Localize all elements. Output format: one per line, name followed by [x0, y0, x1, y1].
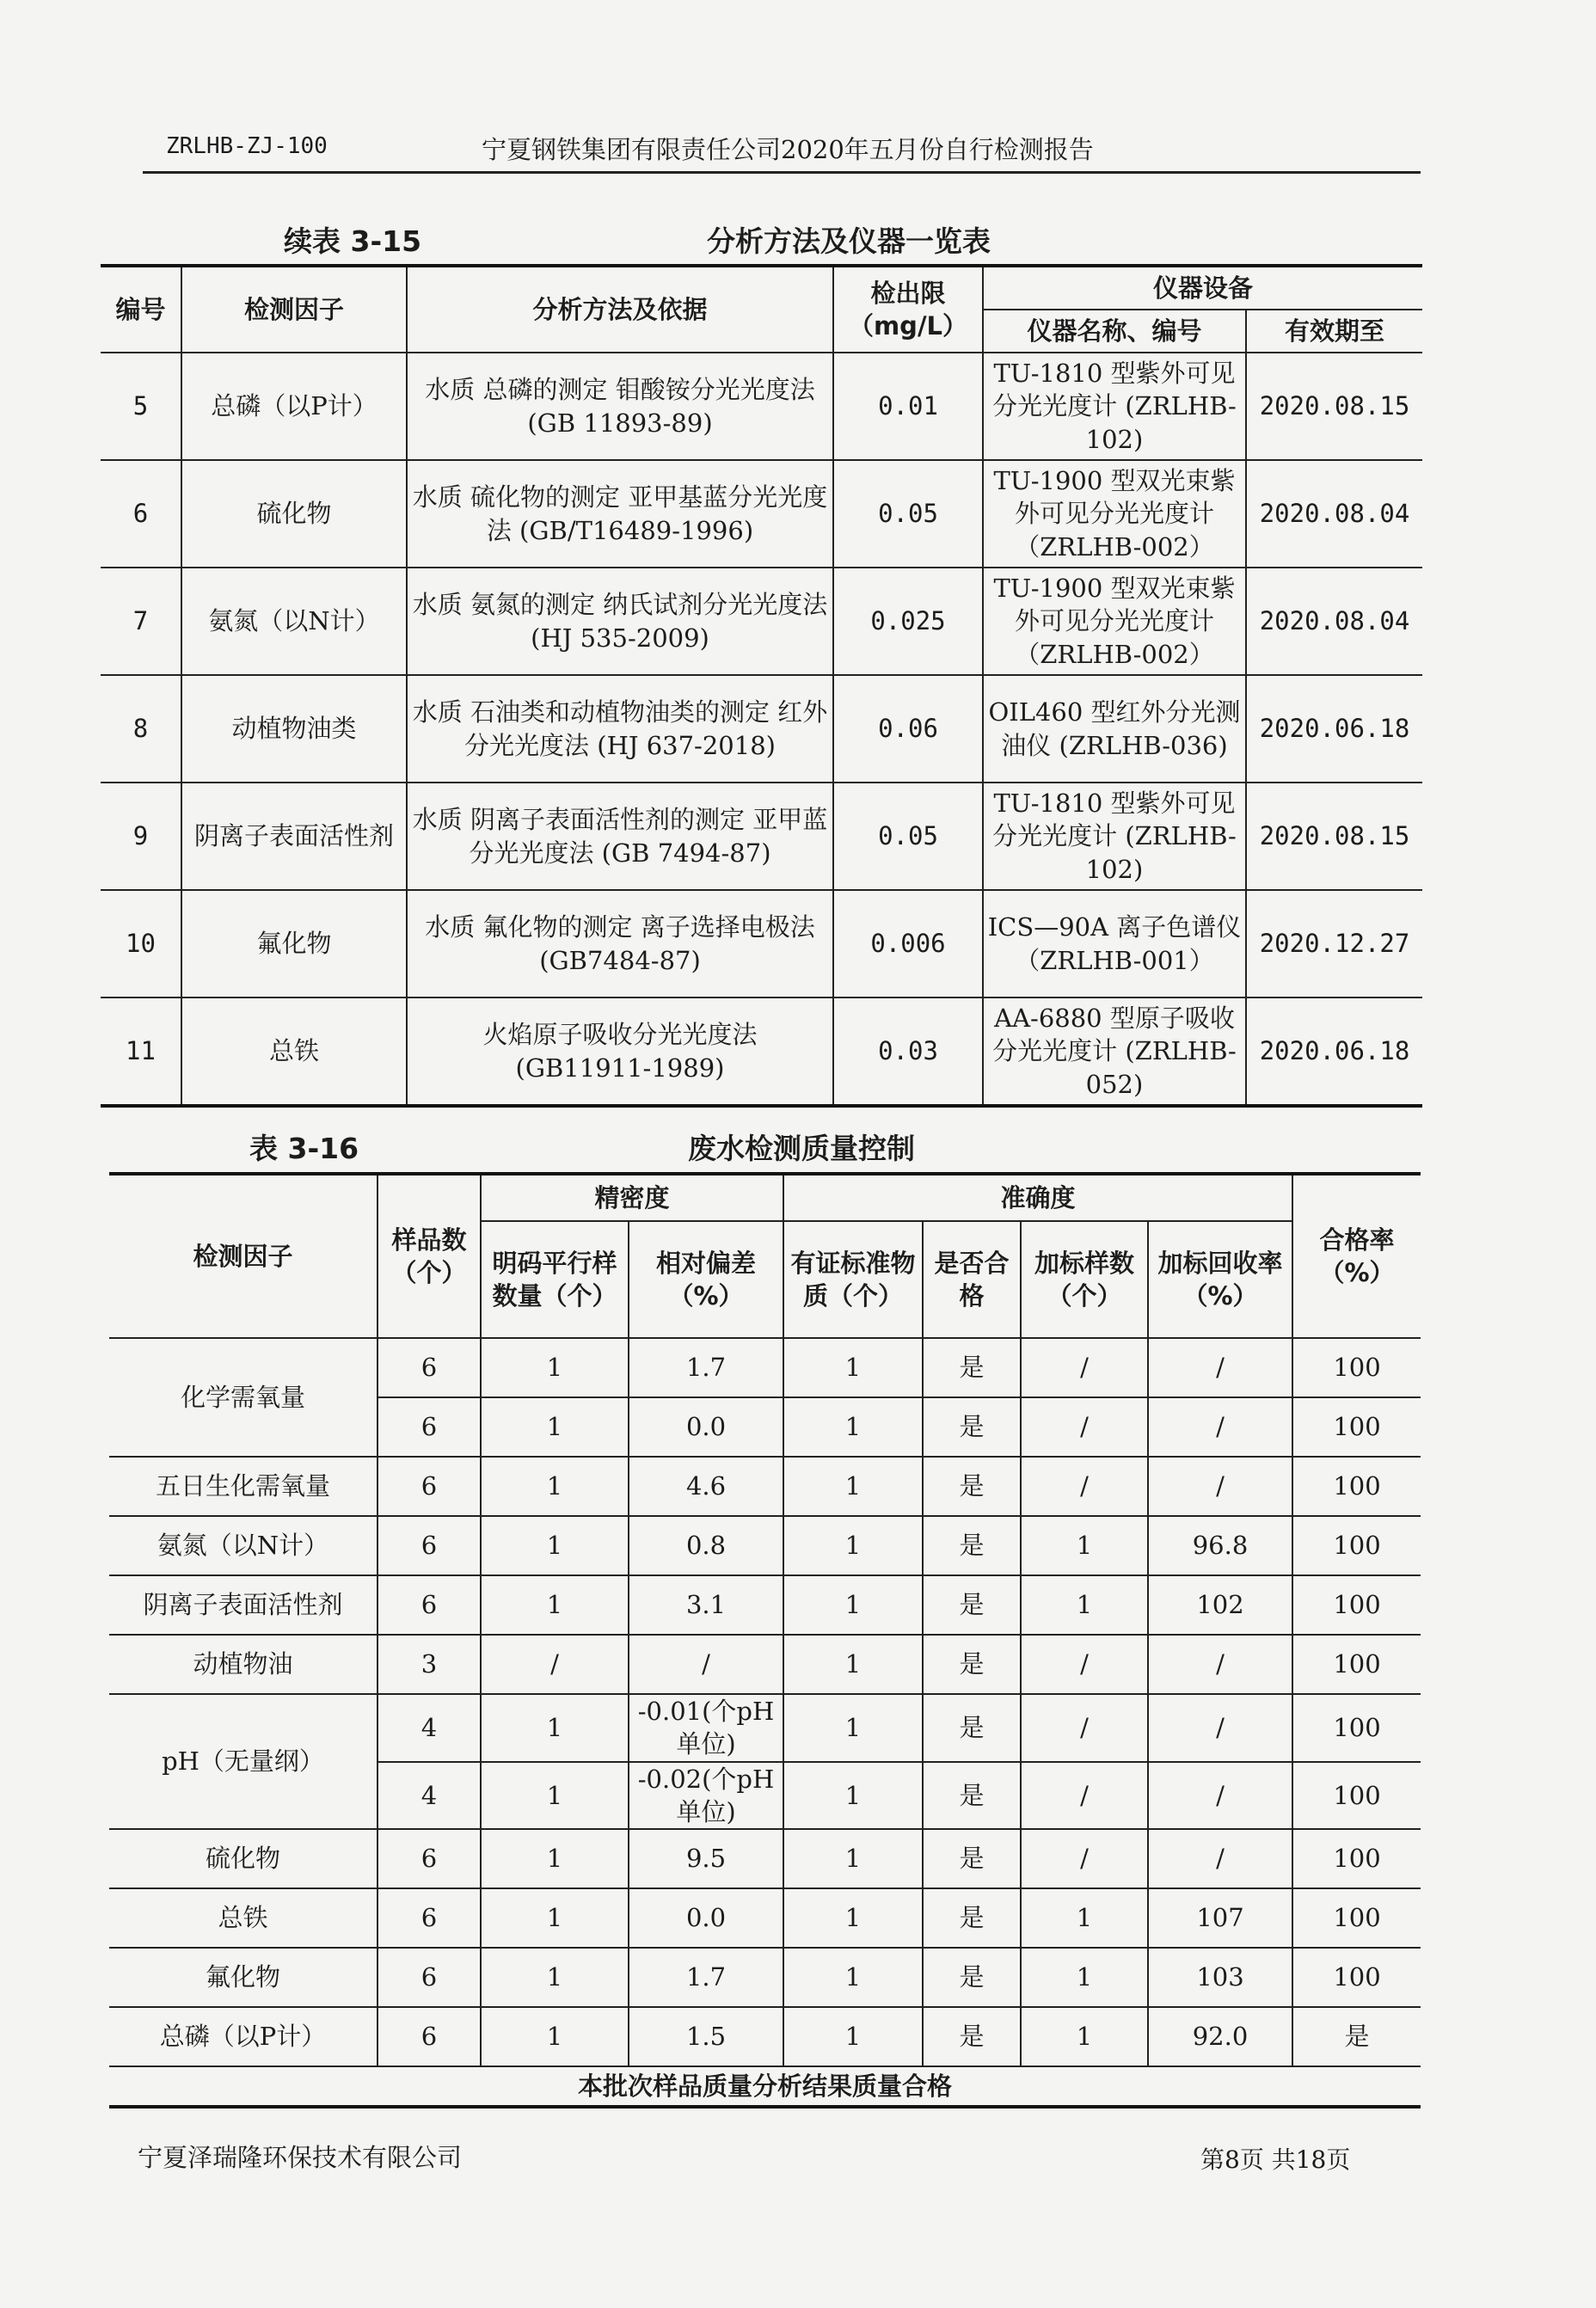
cell-rate: 100: [1292, 1829, 1421, 1888]
cell-recovery: /: [1148, 1397, 1292, 1457]
cell-factor: 总铁: [109, 1888, 378, 1948]
cell-rel-dev: /: [629, 1635, 783, 1694]
cell-pass: 是: [923, 1694, 1021, 1762]
cell-rel-dev: 3.1: [629, 1575, 783, 1635]
cell-parallel: 1: [481, 1516, 629, 1575]
cell-recovery: /: [1148, 1635, 1292, 1694]
cell-pass: 是: [923, 1338, 1021, 1397]
cell-instrument: AA-6880 型原子吸收分光光度计 (ZRLHB-052): [983, 997, 1246, 1106]
cell-spike: /: [1021, 1829, 1148, 1888]
header-certified: 有证标准物质（个）: [783, 1221, 923, 1338]
cell-factor: 硫化物: [109, 1829, 378, 1888]
cell-instrument: OIL460 型红外分光测油仪 (ZRLHB-036): [983, 675, 1246, 783]
cell-rate: 是: [1292, 2007, 1421, 2066]
cell-method: 水质 硫化物的测定 亚甲基蓝分光光度法 (GB/T16489-1996): [407, 460, 833, 568]
cell-cert: 1: [783, 1948, 923, 2007]
cell-rel-dev: 9.5: [629, 1829, 783, 1888]
cell-instrument: TU-1810 型紫外可见分光光度计 (ZRLHB-102): [983, 353, 1246, 460]
table1-label: 续表 3-15: [284, 224, 422, 258]
cell-no: 11: [101, 997, 181, 1106]
cell-factor: 总铁: [181, 997, 407, 1106]
cell-rel-dev: 1.7: [629, 1338, 783, 1397]
cell-cert: 1: [783, 1457, 923, 1516]
footer-company: 宁夏泽瑞隆环保技术有限公司: [138, 2143, 463, 2172]
cell-rate: 100: [1292, 1457, 1421, 1516]
cell-method: 水质 阴离子表面活性剂的测定 亚甲蓝分光光度法 (GB 7494-87): [407, 783, 833, 890]
cell-limit: 0.006: [833, 890, 983, 997]
table-row: [101, 675, 1422, 783]
header-relative-deviation: 相对偏差（%）: [629, 1221, 783, 1338]
cell-recovery: 103: [1148, 1948, 1292, 2007]
cell-recovery: 96.8: [1148, 1516, 1292, 1575]
cell-recovery: /: [1148, 1338, 1292, 1397]
cell-spike: 1: [1021, 1575, 1148, 1635]
cell-samples: 6: [378, 1829, 481, 1888]
page-number: 第8页 共18页: [1200, 2145, 1351, 2174]
cell-factor: pH（无量纲）: [109, 1694, 378, 1829]
cell-spike: /: [1021, 1694, 1148, 1762]
cell-rel-dev: 1.5: [629, 2007, 783, 2066]
table-row: [101, 783, 1422, 890]
quality-control-table: [109, 1172, 1421, 2109]
cell-factor: 动植物油: [109, 1635, 378, 1694]
cell-samples: 6: [378, 1338, 481, 1397]
cell-valid: 2020.08.04: [1246, 460, 1422, 568]
cell-factor: 动植物油类: [181, 675, 407, 783]
cell-spike: /: [1021, 1762, 1148, 1830]
table-row: [109, 1338, 1421, 1397]
cell-parallel: 1: [481, 1948, 629, 2007]
table-row: [109, 2007, 1421, 2066]
header-method: 分析方法及依据: [407, 266, 833, 353]
cell-factor: 硫化物: [181, 460, 407, 568]
cell-valid: 2020.08.15: [1246, 783, 1422, 890]
cell-recovery: 107: [1148, 1888, 1292, 1948]
cell-spike: /: [1021, 1338, 1148, 1397]
cell-samples: 6: [378, 1457, 481, 1516]
cell-factor: 阴离子表面活性剂: [109, 1575, 378, 1635]
table-row: [101, 997, 1422, 1106]
cell-factor: 总磷（以P计）: [109, 2007, 378, 2066]
table-row: [101, 890, 1422, 997]
cell-parallel: 1: [481, 1338, 629, 1397]
table-row: [101, 568, 1422, 675]
cell-pass: 是: [923, 1457, 1021, 1516]
cell-recovery: /: [1148, 1829, 1292, 1888]
cell-no: 7: [101, 568, 181, 675]
cell-limit: 0.05: [833, 783, 983, 890]
cell-pass: 是: [923, 2007, 1021, 2066]
table-row: [109, 1948, 1421, 2007]
cell-recovery: 102: [1148, 1575, 1292, 1635]
cell-rate: 100: [1292, 1397, 1421, 1457]
cell-parallel: 1: [481, 2007, 629, 2066]
cell-pass: 是: [923, 1829, 1021, 1888]
cell-parallel: 1: [481, 1397, 629, 1457]
table-row: [101, 460, 1422, 568]
cell-no: 10: [101, 890, 181, 997]
header-instrument-name: 仪器名称、编号: [983, 310, 1246, 353]
cell-rel-dev: 0.0: [629, 1397, 783, 1457]
table-row: [109, 1829, 1421, 1888]
cell-rel-dev: 4.6: [629, 1457, 783, 1516]
cell-method: 水质 氨氮的测定 纳氏试剂分光光度法 (HJ 535-2009): [407, 568, 833, 675]
cell-recovery: 92.0: [1148, 2007, 1292, 2066]
cell-pass: 是: [923, 1575, 1021, 1635]
header-spike: 加标样数（个）: [1021, 1221, 1148, 1338]
header-divider: [143, 171, 1421, 174]
cell-rate: 100: [1292, 1948, 1421, 2007]
cell-factor: 氨氮（以N计）: [109, 1516, 378, 1575]
cell-samples: 6: [378, 1516, 481, 1575]
cell-spike: 1: [1021, 1888, 1148, 1948]
cell-valid: 2020.06.18: [1246, 675, 1422, 783]
cell-cert: 1: [783, 1516, 923, 1575]
cell-rel-dev: -0.02(个pH单位): [629, 1762, 783, 1830]
cell-limit: 0.01: [833, 353, 983, 460]
cell-valid: 2020.12.27: [1246, 890, 1422, 997]
cell-cert: 1: [783, 1575, 923, 1635]
header-samples: 样品数（个）: [378, 1174, 481, 1338]
table-row: [109, 1457, 1421, 1516]
cell-pass: 是: [923, 1516, 1021, 1575]
table-row: [109, 1635, 1421, 1694]
cell-cert: 1: [783, 1338, 923, 1397]
report-title: 宁夏钢铁集团有限责任公司2020年五月份自行检测报告: [482, 135, 1094, 164]
cell-instrument: TU-1810 型紫外可见分光光度计 (ZRLHB-102): [983, 783, 1246, 890]
table-row: [109, 1694, 1421, 1762]
cell-instrument: ICS—90A 离子色谱仪（ZRLHB-001）: [983, 890, 1246, 997]
cell-valid: 2020.08.04: [1246, 568, 1422, 675]
cell-factor: 氟化物: [181, 890, 407, 997]
cell-recovery: /: [1148, 1762, 1292, 1830]
cell-rel-dev: 0.0: [629, 1888, 783, 1948]
header-no: 编号: [101, 266, 181, 353]
cell-rate: 100: [1292, 1762, 1421, 1830]
header-factor: 检测因子: [109, 1174, 378, 1338]
cell-rate: 100: [1292, 1888, 1421, 1948]
cell-cert: 1: [783, 2007, 923, 2066]
cell-method: 火焰原子吸收分光光度法 (GB11911-1989): [407, 997, 833, 1106]
cell-method: 水质 总磷的测定 钼酸铵分光光度法 (GB 11893-89): [407, 353, 833, 460]
cell-method: 水质 氟化物的测定 离子选择电极法 (GB7484-87): [407, 890, 833, 997]
cell-spike: /: [1021, 1457, 1148, 1516]
cell-no: 9: [101, 783, 181, 890]
header-limit: 检出限（mg/L）: [833, 266, 983, 353]
cell-no: 6: [101, 460, 181, 568]
cell-pass: 是: [923, 1948, 1021, 2007]
cell-recovery: /: [1148, 1457, 1292, 1516]
cell-factor: 阴离子表面活性剂: [181, 783, 407, 890]
cell-samples: 6: [378, 1948, 481, 2007]
header-precision: 精密度: [481, 1174, 783, 1221]
table2-title: 废水检测质量控制: [688, 1132, 915, 1165]
cell-rel-dev: -0.01(个pH单位): [629, 1694, 783, 1762]
cell-spike: /: [1021, 1635, 1148, 1694]
cell-instrument: TU-1900 型双光束紫外可见分光光度计（ZRLHB-002）: [983, 460, 1246, 568]
cell-pass: 是: [923, 1762, 1021, 1830]
cell-parallel: 1: [481, 1762, 629, 1830]
cell-rel-dev: 0.8: [629, 1516, 783, 1575]
cell-rate: 100: [1292, 1575, 1421, 1635]
header-factor: 检测因子: [181, 266, 407, 353]
cell-cert: 1: [783, 1829, 923, 1888]
cell-no: 8: [101, 675, 181, 783]
cell-parallel: /: [481, 1635, 629, 1694]
header-parallel: 明码平行样数量（个）: [481, 1221, 629, 1338]
cell-rate: 100: [1292, 1516, 1421, 1575]
cell-instrument: TU-1900 型双光束紫外可见分光光度计（ZRLHB-002）: [983, 568, 1246, 675]
cell-factor: 氨氮（以N计）: [181, 568, 407, 675]
table-row: [109, 1888, 1421, 1948]
table1-title: 分析方法及仪器一览表: [707, 224, 991, 258]
cell-factor: 氟化物: [109, 1948, 378, 2007]
header-recovery: 加标回收率（%）: [1148, 1221, 1292, 1338]
document-code: ZRLHB-ZJ-100: [166, 133, 328, 159]
cell-cert: 1: [783, 1694, 923, 1762]
cell-valid: 2020.08.15: [1246, 353, 1422, 460]
cell-samples: 6: [378, 1888, 481, 1948]
cell-spike: 1: [1021, 2007, 1148, 2066]
cell-limit: 0.05: [833, 460, 983, 568]
cell-pass: 是: [923, 1397, 1021, 1457]
cell-rate: 100: [1292, 1694, 1421, 1762]
table-row: [109, 1575, 1421, 1635]
header-instrument: 仪器设备: [983, 266, 1422, 310]
cell-cert: 1: [783, 1397, 923, 1457]
cell-parallel: 1: [481, 1694, 629, 1762]
cell-samples: 6: [378, 1397, 481, 1457]
cell-parallel: 1: [481, 1457, 629, 1516]
cell-rate: 100: [1292, 1338, 1421, 1397]
cell-factor: 总磷（以P计）: [181, 353, 407, 460]
cell-samples: 6: [378, 2007, 481, 2066]
cell-pass: 是: [923, 1635, 1021, 1694]
cell-valid: 2020.06.18: [1246, 997, 1422, 1106]
cell-samples: 6: [378, 1575, 481, 1635]
cell-no: 5: [101, 353, 181, 460]
table-row: [101, 353, 1422, 460]
cell-parallel: 1: [481, 1575, 629, 1635]
cell-parallel: 1: [481, 1829, 629, 1888]
cell-limit: 0.03: [833, 997, 983, 1106]
cell-cert: 1: [783, 1635, 923, 1694]
cell-limit: 0.025: [833, 568, 983, 675]
cell-spike: 1: [1021, 1948, 1148, 2007]
cell-pass: 是: [923, 1888, 1021, 1948]
header-accuracy: 准确度: [783, 1174, 1292, 1221]
cell-method: 水质 石油类和动植物油类的测定 红外分光光度法 (HJ 637-2018): [407, 675, 833, 783]
cell-spike: /: [1021, 1397, 1148, 1457]
header-pass-rate: 合格率（%）: [1292, 1174, 1421, 1338]
cell-samples: 4: [378, 1694, 481, 1762]
table-row: [109, 1516, 1421, 1575]
cell-samples: 3: [378, 1635, 481, 1694]
cell-cert: 1: [783, 1762, 923, 1830]
cell-factor: 化学需氧量: [109, 1338, 378, 1457]
conclusion: 本批次样品质量分析结果质量合格: [109, 2066, 1421, 2107]
cell-recovery: /: [1148, 1694, 1292, 1762]
cell-cert: 1: [783, 1888, 923, 1948]
table2-label: 表 3-16: [249, 1132, 359, 1165]
cell-rate: 100: [1292, 1635, 1421, 1694]
cell-limit: 0.06: [833, 675, 983, 783]
cell-samples: 4: [378, 1762, 481, 1830]
cell-rel-dev: 1.7: [629, 1948, 783, 2007]
cell-parallel: 1: [481, 1888, 629, 1948]
cell-spike: 1: [1021, 1516, 1148, 1575]
header-valid: 有效期至: [1246, 310, 1422, 353]
cell-factor: 五日生化需氧量: [109, 1457, 378, 1516]
header-qualified: 是否合格: [923, 1221, 1021, 1338]
methods-instruments-table: [101, 264, 1422, 1108]
